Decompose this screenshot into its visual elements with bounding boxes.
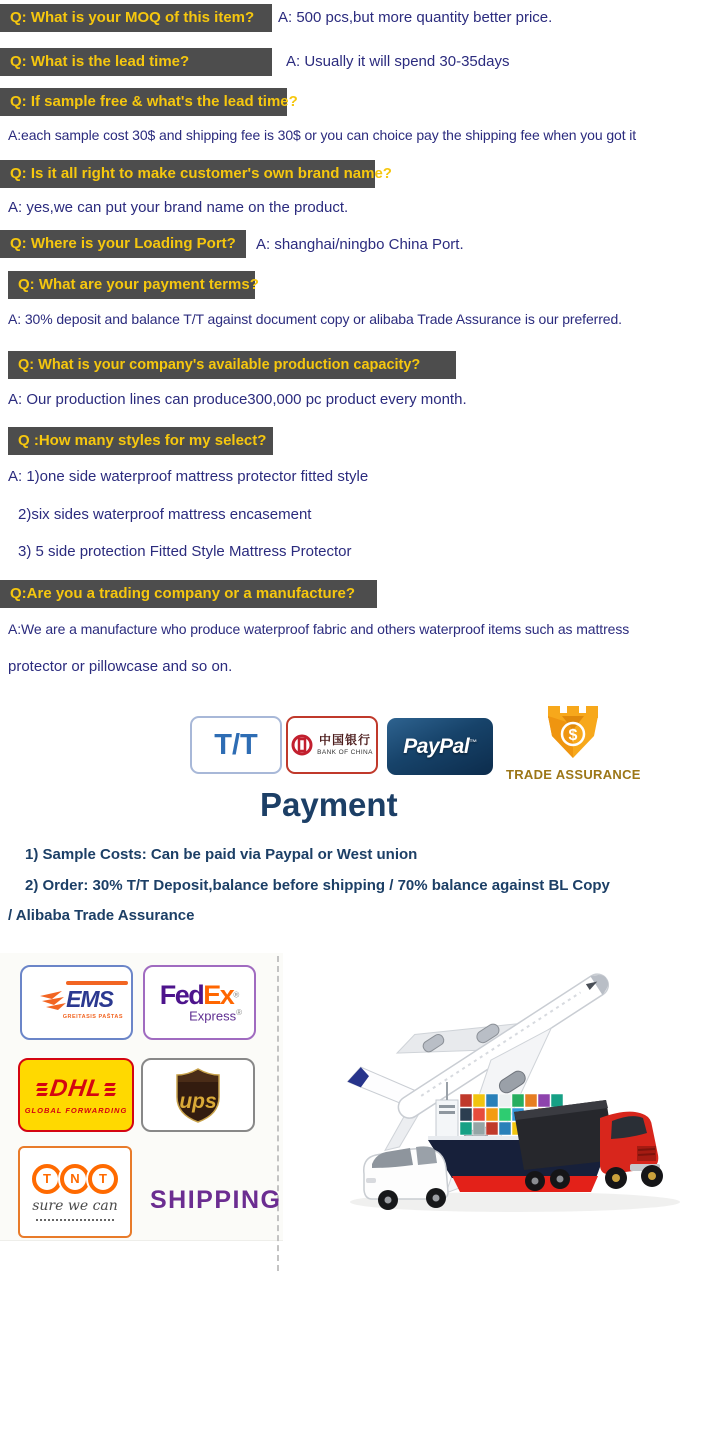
faq-answer-lead-time: A: Usually it will spend 30-35days [286,53,510,70]
ems-label: EMS [66,985,113,1012]
faq-answer-payment-terms: A: 30% deposit and balance T/T against document copy or alibaba Trade Assurance is our preferred. [8,311,622,327]
tt-payment-logo: T/T [190,716,282,774]
tnt-circle-t2: T [88,1164,118,1194]
ems-orange-bar [66,981,128,985]
ups-shield-icon [175,1067,221,1123]
tnt-logo [18,1146,132,1238]
dhl-right-dashes [105,1083,115,1096]
faq-question-capacity: Q: What is your company's available production capacity? [8,351,456,379]
faq-question-manufacture: Q:Are you a trading company or a manufacture? [0,580,377,608]
payment-term-2: 2) Order: 30% T/T Deposit,balance before shipping / 70% balance against BL Copy [25,877,610,894]
trade-assurance-castle-icon [538,704,608,760]
faq-question-styles: Q :How many styles for my select? [8,427,273,455]
tnt-circle-t1: T [32,1164,62,1194]
paypal-label: PayPal™ [403,734,477,758]
faq-answer-capacity: A: Our production lines can produce300,000 pc product every month. [8,391,467,408]
dhl-logo [18,1058,134,1132]
faq-question-lead-time: Q: What is the lead time? [0,48,272,76]
faq-answer-manufacture-line2: protector or pillowcase and so on. [8,658,233,675]
faq-question-brand-name: Q: Is it all right to make customer's own brand name? [0,160,375,188]
faq-answer-loading-port: A: shanghai/ningbo China Port. [256,236,464,253]
ems-sub-label: GREITASIS PAŠTAS [62,1013,123,1020]
dhl-label: DHL [48,1075,105,1102]
faq-answer-style-2: 2)six sides waterproof mattress encasement [18,506,312,523]
bank-of-china-logo [286,716,378,774]
payment-term-1: 1) Sample Costs: Can be paid via Paypal or West union [25,846,418,863]
paypal-logo [387,718,493,775]
bank-of-china-emblem-icon [291,734,313,756]
bank-of-china-cn-label: 中国银行 [318,732,371,747]
payment-section-title: Payment [260,786,398,823]
faq-answer-moq: A: 500 pcs,but more quantity better price. [278,9,553,26]
shipping-section-title: SHIPPING [150,1186,282,1214]
fedex-logo: FedEx® Express® [143,965,256,1040]
svg-text:$: $ [568,727,578,744]
trade-assurance-logo [506,704,640,782]
fedex-fed-label: Fed [159,980,204,1011]
bank-of-china-en-label: BANK OF CHINA [317,749,373,757]
dhl-left-dashes [37,1083,47,1096]
dhl-sub-label: GLOBAL FORWARDING [24,1106,128,1115]
svg-text:ups: ups [179,1090,217,1113]
faq-answer-sample: A:each sample cost 30$ and shipping fee is 30$ or you can choice pay the shipping fee when you got it [8,127,637,143]
tnt-slogan-underline [36,1219,114,1221]
tnt-slogan: sure we can [32,1197,118,1214]
tnt-circle-n: N [60,1164,90,1194]
faq-answer-brand-name: A: yes,we can put your brand name on the product. [8,199,349,216]
trade-assurance-label: TRADE ASSURANCE [506,767,641,782]
faq-answer-style-3: 3) 5 side protection Fitted Style Mattress Protector [18,543,352,560]
ems-logo [20,965,133,1040]
fedex-ex-label: Ex [203,980,234,1011]
fedex-express-label: Express® [189,1008,242,1024]
ups-logo [141,1058,255,1132]
faq-answer-manufacture-line1: A:We are a manufacture who produce waterproof fabric and others waterproof items such as mattress [8,621,630,637]
faq-question-sample: Q: If sample free & what's the lead time? [0,88,287,116]
faq-question-moq: Q: What is your MOQ of this item? [0,4,272,32]
dashed-divider [277,956,279,1271]
shipping-transport-illustration [300,950,720,1240]
faq-question-loading-port: Q: Where is your Loading Port? [0,230,246,258]
faq-answer-style-1: A: 1)one side waterproof mattress protector fitted style [8,468,369,485]
faq-question-payment-terms: Q: What are your payment terms? [8,271,255,299]
ems-wing-icon [40,988,66,1010]
payment-term-3: / Alibaba Trade Assurance [8,907,195,924]
